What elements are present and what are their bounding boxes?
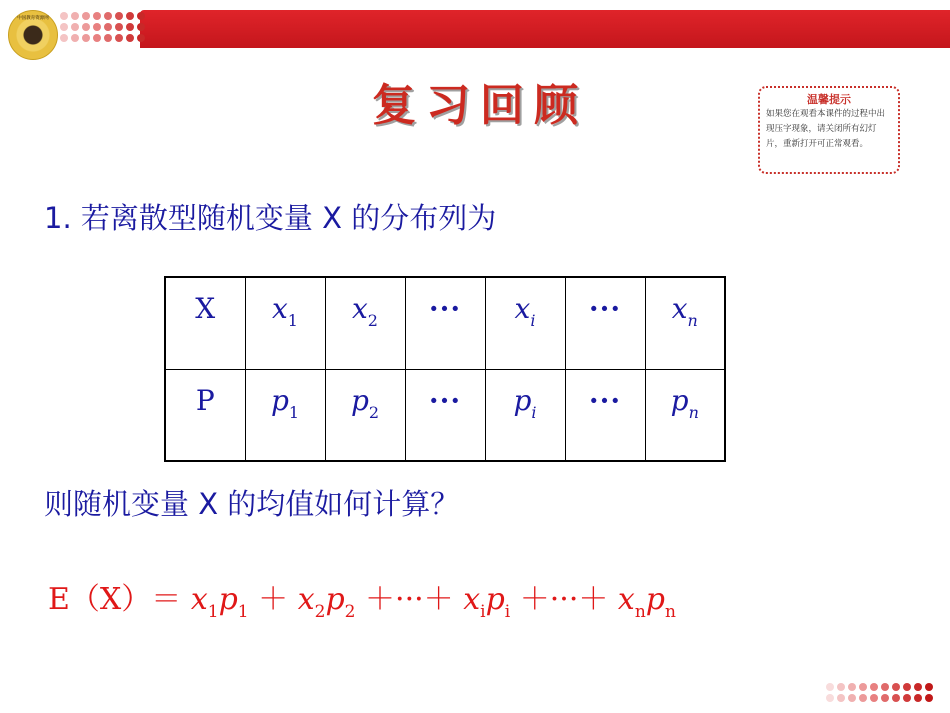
expectation-formula xyxy=(48,574,676,622)
formula-term: $x_np_n$ xyxy=(617,582,676,622)
table-cell: $p_n$ xyxy=(645,369,725,461)
tip-body: 如果您在观看本课件的过程中出现压字现象，请关闭所有幻灯片，重新打开可正常观看。 xyxy=(766,109,886,149)
row-head-x: X xyxy=(165,277,245,369)
table-cell: $x_1$ xyxy=(245,277,325,369)
decorative-dots-top xyxy=(60,12,145,42)
table-cell: $p_2$ xyxy=(325,369,405,461)
distribution-table xyxy=(164,276,726,462)
table-cell: ··· xyxy=(405,369,485,461)
table-row xyxy=(165,277,725,369)
table-cell: ··· xyxy=(565,277,645,369)
tip-box xyxy=(758,86,900,174)
question-2: 则随机变量 X 的均值如何计算？ xyxy=(44,487,460,521)
row-head-p: P xyxy=(165,369,245,461)
question-1: 1. 若离散型随机变量 X 的分布列为 xyxy=(44,201,497,235)
table-cell: $p_i$ xyxy=(485,369,565,461)
decorative-dots-bottom xyxy=(826,683,933,702)
formula-lhs: E（X）＝ xyxy=(48,582,182,617)
table-cell: $x_n$ xyxy=(645,277,725,369)
table-cell: $p_1$ xyxy=(245,369,325,461)
slide-title: 复习回顾 xyxy=(372,80,588,131)
formula-operator: ＋···＋ xyxy=(365,582,454,617)
formula-term: $x_2p_2$ xyxy=(297,582,356,622)
table-cell: $x_2$ xyxy=(325,277,405,369)
table-row xyxy=(165,369,725,461)
formula-operator: ＋ xyxy=(258,582,289,617)
school-logo xyxy=(8,10,58,60)
formula-term: $x_ip_i$ xyxy=(463,582,511,622)
table-cell: ··· xyxy=(405,277,485,369)
table-cell: ··· xyxy=(565,369,645,461)
logo-text: 中国教育资源网 xyxy=(17,15,49,21)
formula-term: $x_1p_1$ xyxy=(190,582,249,622)
tip-title: 温馨提示 xyxy=(807,93,851,106)
table-cell: $x_i$ xyxy=(485,277,565,369)
formula-operator: ＋···＋ xyxy=(519,582,609,617)
header-bar xyxy=(140,10,950,48)
